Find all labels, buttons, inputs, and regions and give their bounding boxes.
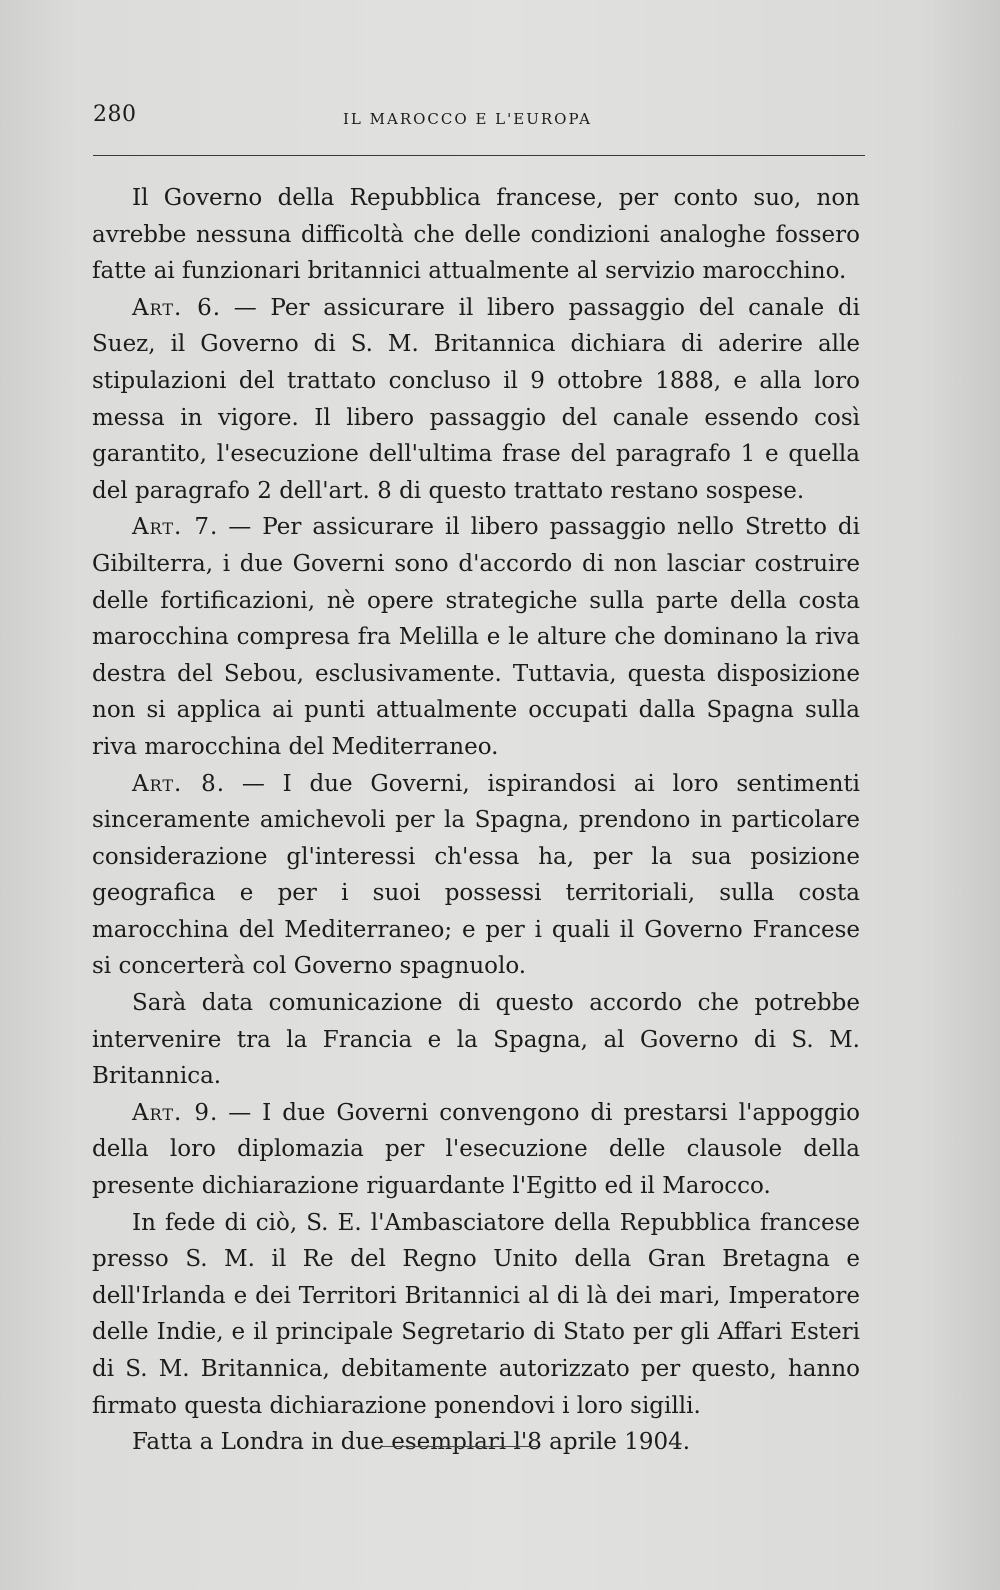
- article-7-paragraph: [92, 509, 860, 765]
- in-fede-paragraph: In fede di ciò, S. E. l'Ambasciatore della Repubblica francese presso S. M. il Re del Regno Unito della Gran Bretagna e dell'Irlanda e dei Territori Britannici al di là dei mari, Imperatore delle Indie, e il principale Segretario di Stato per gli Affari Esteri di S. M. Britannica, debitamente autorizzato per questo, hanno firmato questa dichiarazione ponendovi i loro sigilli.: [92, 1209, 860, 1419]
- article-9-paragraph: [92, 1095, 860, 1205]
- article-6-text: . — Per assicurare il libero passaggio del canale di Suez, il Governo di S. M. Britannica dichiara di aderire alle stipulazioni del trattato concluso il 9 ottobre 1888, e alla loro messa in vigore. Il libero passaggio del canale essendo così garantito, l'esecuzione dell'ultima frase del paragrafo 1 e quella del paragrafo 2 dell'art. 8 di questo trattato restano sospese.: [92, 294, 860, 504]
- page-header: [93, 102, 863, 142]
- page-number: 280: [93, 102, 137, 127]
- fatta-paragraph: Fatta a Londra in due esemplari l'8 aprile 1904.: [132, 1429, 691, 1456]
- article-7-text: . — Per assicurare il libero passaggio nello Stretto di Gibilterra, i due Governi sono d'accordo di non lasciar costruire delle fortificazioni, nè opere strategiche sulla parte della costa marocchina compresa fra Melilla e le alture che dominano la riva destra del Sebou, esclusivamente. Tuttavia, questa disposizione non si applica ai punti attualmente occupati dalla Spagna sulla riva marocchina del Mediterraneo.: [92, 514, 860, 760]
- article-8-paragraph: [92, 766, 860, 986]
- intro-paragraph: Il Governo della Repubblica francese, per conto suo, non avrebbe nessuna difficoltà che delle condizioni analoghe fossero fatte ai funzionari britannici attualmente al servizio marocchino.: [92, 185, 860, 285]
- article-8-text: . — I due Governi, ispirandosi ai loro sentimenti sinceramente amichevoli per la Spagna, prendono in particolare considerazione gl'interessi ch'essa ha, per la sua posizione geografica e per i suoi possessi territoriali, sulla costa marocchina del Mediterraneo; e per i quali il Governo Francese si concerterà col Governo spagnuolo.: [92, 770, 860, 980]
- article-9-label: Art. 9: [132, 1099, 210, 1126]
- article-8-label: Art. 8: [132, 770, 217, 797]
- article-6-label: Art. 6: [132, 294, 213, 321]
- running-title: IL MAROCCO E L'EUROPA: [343, 110, 592, 128]
- article-7-label: Art. 7: [132, 514, 210, 541]
- end-rule: [380, 1446, 538, 1447]
- article-9-text: . — I due Governi convengono di prestarsi l'appoggio della loro diplomazia per l'esecuzione delle clausole della presente dichiarazione riguardante l'Egitto ed il Marocco.: [92, 1099, 860, 1200]
- page-body: [92, 180, 860, 1461]
- article-6-paragraph: [92, 290, 860, 510]
- header-rule: [93, 155, 865, 156]
- communication-paragraph: Sarà data comunicazione di questo accordo che potrebbe intervenire tra la Francia e la Spagna, al Governo di S. M. Britannica.: [92, 990, 860, 1090]
